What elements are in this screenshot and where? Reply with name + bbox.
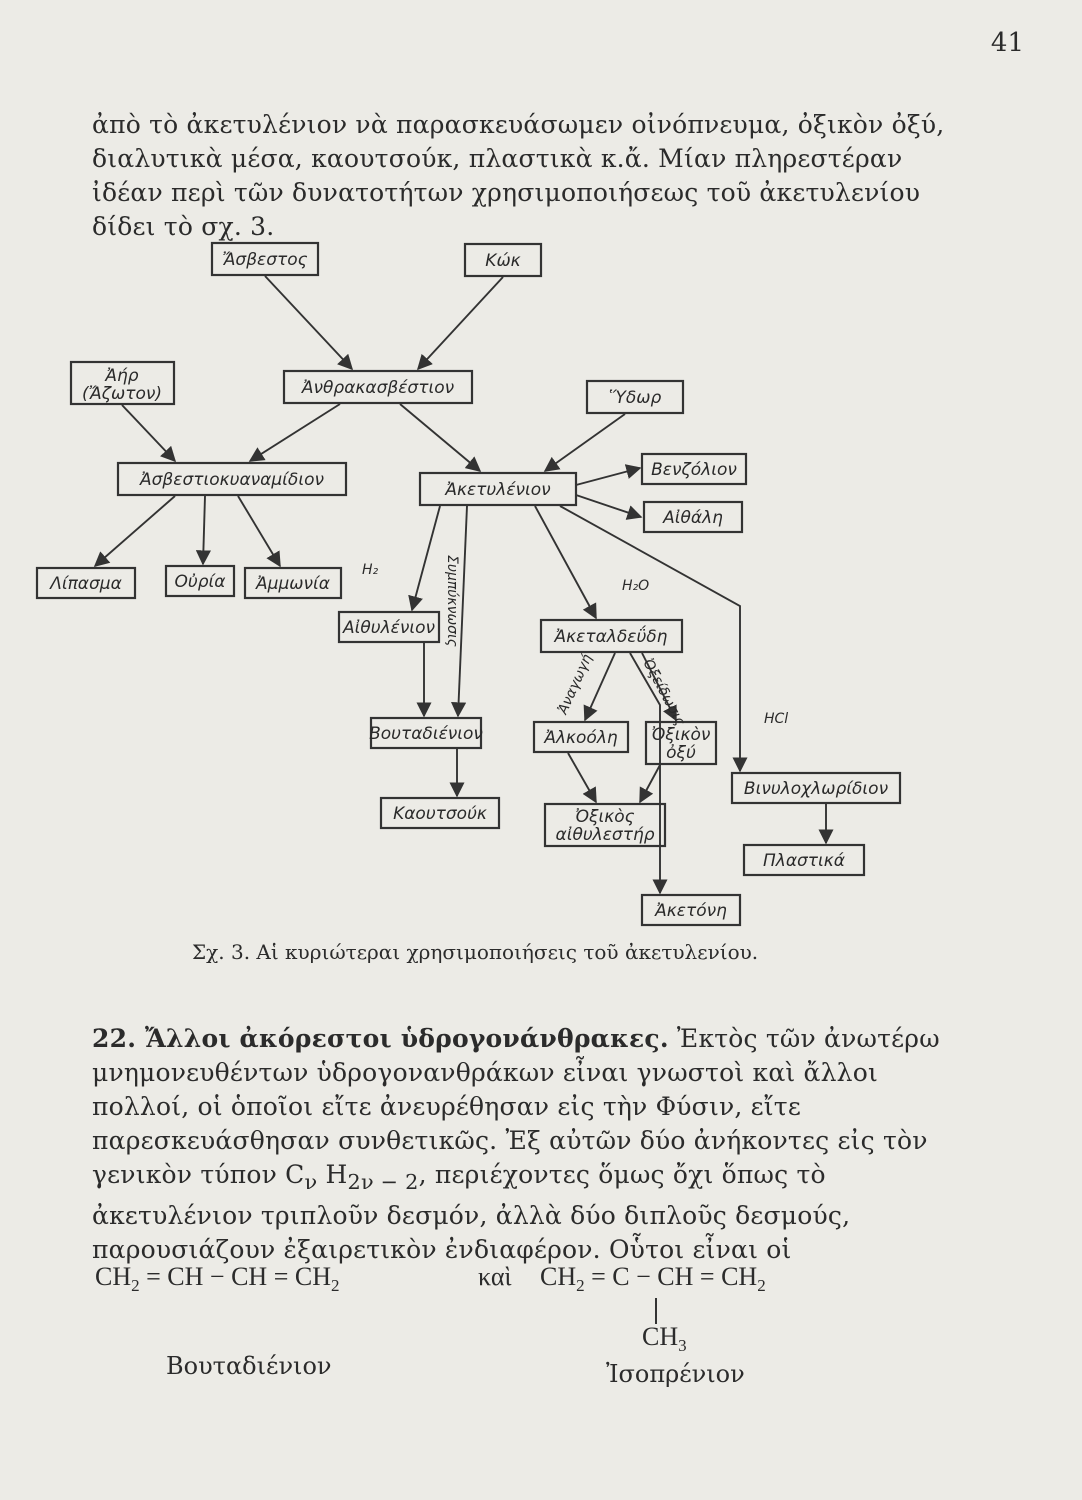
node-aithali <box>644 502 742 532</box>
isoprene-formula: $CH_2 = C$ − CH = $CH_2$ <box>540 1262 766 1296</box>
butadiene-formula: $CH_2$ = CH − CH = $CH_2$ <box>95 1262 340 1296</box>
node-aer <box>71 362 174 404</box>
svg-text:Ἀκετόνη: Ἀκετόνη <box>655 901 727 921</box>
node-oxikon-oxy <box>646 722 716 764</box>
isoprene-name: Ἰσοπρένιον <box>606 1360 745 1388</box>
svg-text:Βουταδιένιον: Βουταδιένιον <box>369 724 483 744</box>
section-text-2: H <box>317 1160 348 1189</box>
node-kok <box>465 244 541 276</box>
section-title: 22. Ἄλλοι ἀκόρεστοι ὑδρογονάνθρακες. <box>92 1024 669 1053</box>
butadiene-name: Βουταδιένιον <box>166 1352 332 1380</box>
formula-subscript-n: ν <box>304 1170 318 1194</box>
figure-caption: Σχ. 3. Αἱ κυριώτεραι χρησιμοποιήσεις τοῦ ἀκετυλενίου. <box>192 940 759 964</box>
node-vinylochloridion <box>732 773 900 803</box>
svg-text:Ἀμμωνία: Ἀμμωνία <box>256 574 330 594</box>
svg-text:Λίπασμα: Λίπασμα <box>50 574 122 594</box>
edge-label-polymerization: Συμπύκνωσις <box>444 555 460 648</box>
node-aketoni <box>642 895 740 925</box>
node-ammonia <box>245 568 341 598</box>
svg-text:Βενζόλιον: Βενζόλιον <box>651 460 737 480</box>
svg-text:Αἰθάλη: Αἰθάλη <box>663 508 723 528</box>
edge-label-h2: H₂ <box>362 562 379 578</box>
formula-conjunction: καὶ <box>478 1262 512 1291</box>
svg-text:Κώκ: Κώκ <box>485 251 521 271</box>
svg-text:Ἀνθρακασβέστιον: Ἀνθρακασβέστιον <box>301 378 455 398</box>
svg-text:Αἰθυλένιον: Αἰθυλένιον <box>342 618 436 638</box>
svg-text:Βινυλοχλωρίδιον: Βινυλοχλωρίδιον <box>743 779 889 799</box>
node-aithylenion <box>339 612 439 642</box>
node-aketaldeydi <box>541 620 682 652</box>
svg-text:Πλαστικά: Πλαστικά <box>762 851 846 871</box>
edge-label-oxidation: Ὀξείδωσις <box>639 656 689 729</box>
page-number: 41 <box>990 28 1024 58</box>
svg-text:Ἀσβεστιοκυαναμίδιον: Ἀσβεστιοκυαναμίδιον <box>140 470 324 490</box>
svg-text:Οὐρία: Οὐρία <box>174 572 226 592</box>
edge-label-h2o: H₂O <box>622 578 650 594</box>
section-text-3: , περιέχοντες ὅμως ὄχι ὅπως τὸ ἀκετυλένιον τριπλοῦν δεσμόν, ἀλλὰ δύο διπλοῦς δεσμούς, παρουσιάζουν ἐξαιρετικὸν ἐνδιαφέρον. Οὗτοι εἶναι οἱ <box>92 1160 851 1264</box>
node-kaoutsouk <box>381 798 499 828</box>
isoprene-branch-bond <box>655 1298 657 1324</box>
svg-text:(Ἄζωτον): (Ἄζωτον) <box>82 384 162 404</box>
node-asvestiokyanamidion <box>118 463 346 495</box>
svg-text:Ἀκεταλδεΰδη: Ἀκεταλδεΰδη <box>554 627 668 647</box>
node-alkooli <box>534 722 628 752</box>
edge-label-hcl: HCl <box>764 711 789 727</box>
isoprene-methyl-group: $CH_3$ <box>642 1322 687 1356</box>
node-asvestos <box>212 243 318 275</box>
node-plastika <box>744 845 864 875</box>
node-oxikos-aithylestir <box>545 804 665 846</box>
svg-text:ὀξύ: ὀξύ <box>666 743 696 763</box>
edge-label-reduction: Ἀναγωγή <box>555 651 596 717</box>
node-ouria <box>166 566 234 596</box>
node-lipasma <box>37 568 135 598</box>
svg-text:Ἄσβεστος: Ἄσβεστος <box>222 250 308 270</box>
svg-text:Ἀήρ: Ἀήρ <box>105 366 139 386</box>
svg-text:Ὀξικὸν: Ὀξικὸν <box>651 725 711 745</box>
formula-subscript-2n: 2ν − 2 <box>347 1170 419 1194</box>
node-anthrakasvestion <box>284 371 472 403</box>
node-aketylenion <box>420 473 576 505</box>
svg-text:Καουτσούκ: Καουτσούκ <box>393 804 487 824</box>
node-ydor <box>587 381 683 413</box>
intro-paragraph: ἀπὸ τὸ ἀκετυλένιον νὰ παρασκευάσωμεν οἰνόπνευμα, ὀξικὸν ὀξύ, διαλυτικὰ μέσα, καουτσούκ, πλαστικὰ κ.ἄ. Μίαν πληρεστέραν ἰδέαν περὶ τῶν δυνατοτήτων χρησιμοποιήσεως τοῦ ἀκετυλενίου δίδει τὸ σχ. 3. <box>92 110 945 241</box>
node-voutadienion <box>369 718 483 748</box>
svg-text:Ὕδωρ: Ὕδωρ <box>608 388 662 408</box>
svg-text:Ὀξικὸς: Ὀξικὸς <box>575 807 635 827</box>
svg-text:Ἀλκοόλη: Ἀλκοόλη <box>544 728 618 748</box>
svg-text:αἰθυλεστήρ: αἰθυλεστήρ <box>555 825 655 845</box>
section-text-1: Ἐκτὸς τῶν ἀνωτέρω μνημονευθέντων ὑδρογονανθράκων εἶναι γνωστοὶ καὶ ἄλλοι πολλοί, οἱ ὁποῖοι εἴτε ἀνευρέθησαν εἰς τὴν Φύσιν, εἴτε παρεσκευάσθησαν συνθετικῶς. Ἐξ αὐτῶν δύο ἀνήκοντες εἰς τὸν γενικὸν τύπον C <box>92 1024 940 1189</box>
section-paragraph <box>92 1022 980 1267</box>
svg-text:Ἀκετυλένιον: Ἀκετυλένιον <box>445 480 551 500</box>
node-venzolion <box>642 454 746 484</box>
